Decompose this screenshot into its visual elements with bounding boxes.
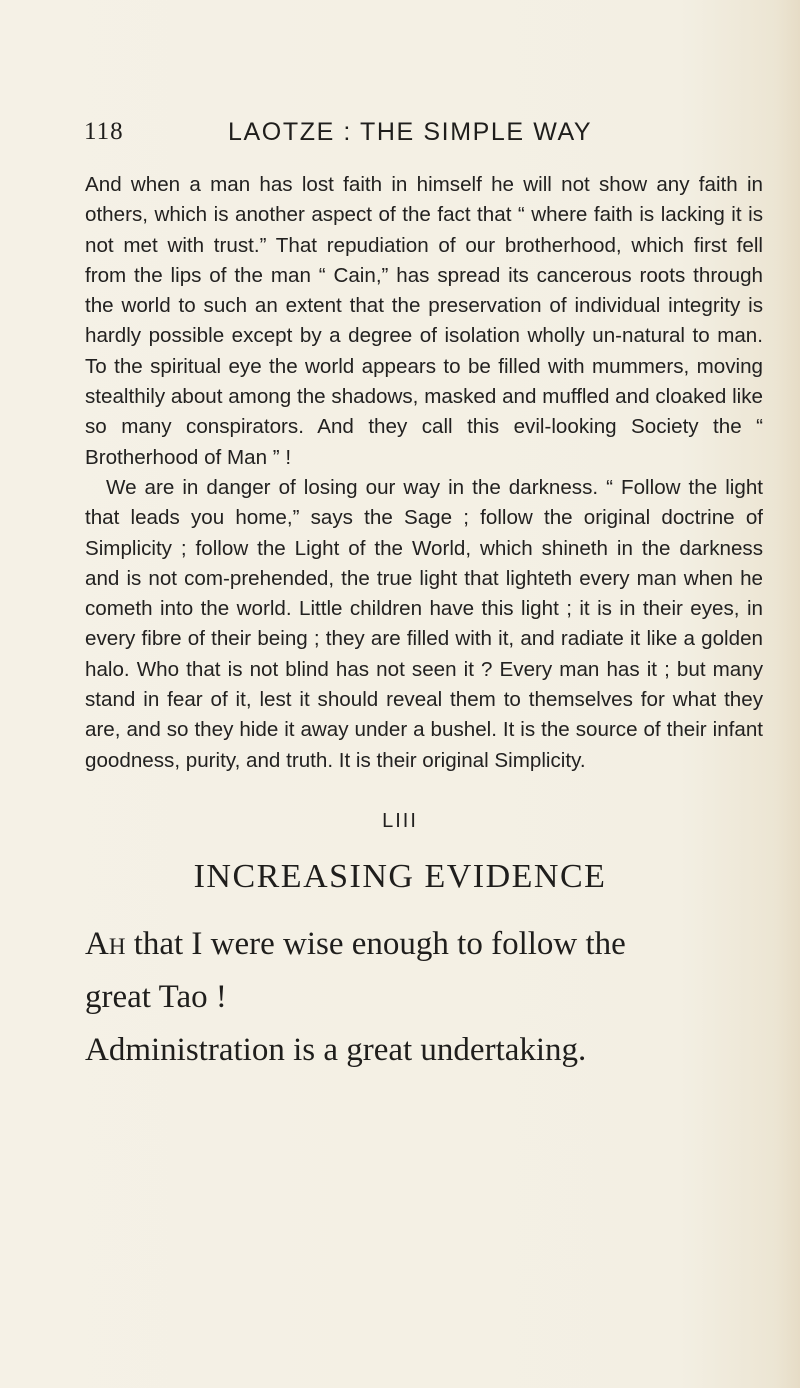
verse-line-1-rest: that I were wise enough to follow the [125,926,626,962]
running-head [84,118,764,152]
paragraph-1: And when a man has lost faith in himself he will not show any faith in others, which is another aspect of the fact that “ where faith is lacking it is not met with trust.” That repudiation of our brotherhood, which first fell from the lips of the man “ Cain,” has spread its cancerous roots through the world to such an extent that the preservation of individual integrity is hardly possible except by a degree of isolation wholly un-natural to man. To the spiritual eye the world appears to be filled with mummers, moving stealthily about among the shadows, masked and muffled and cloaked like so many conspirators. And they call this evil-looking Society the “ Brotherhood of Man ” ! [85,173,763,469]
chapter-title: INCREASING EVIDENCE [193,858,607,895]
verse-line-1 [85,918,775,971]
page-number: 118 [84,118,124,145]
verse [85,918,775,1077]
verse-line-3: Administration is a great undertaking. [85,1032,587,1068]
verse-line-2: great Tao ! [85,979,227,1015]
body-text [85,170,763,776]
chapter-number: LIII [382,810,418,832]
running-title: LAOTZE : THE SIMPLE WAY [228,118,593,146]
verse-lead-word: Ah [85,926,126,962]
paragraph-2: We are in danger of losing our way in the darkness. “ Follow the light that leads you home,” says the Sage ; follow the original doctrine of Simplicity ; follow the Light of the World, which shineth in the darkness and is not com-prehended, the true light that lighteth every man when he cometh into the world. Little children have this light ; it is in their eyes, in every fibre of their being ; they are filled with it, and radiate it like a golden halo. Who that is not blind has not seen it ? Every man has it ; but many stand in fear of it, lest it should reveal them to themselves for what they are, and so they hide it away under a bushel. It is the source of their infant goodness, purity, and truth. It is their original Simplicity. [85,475,763,772]
